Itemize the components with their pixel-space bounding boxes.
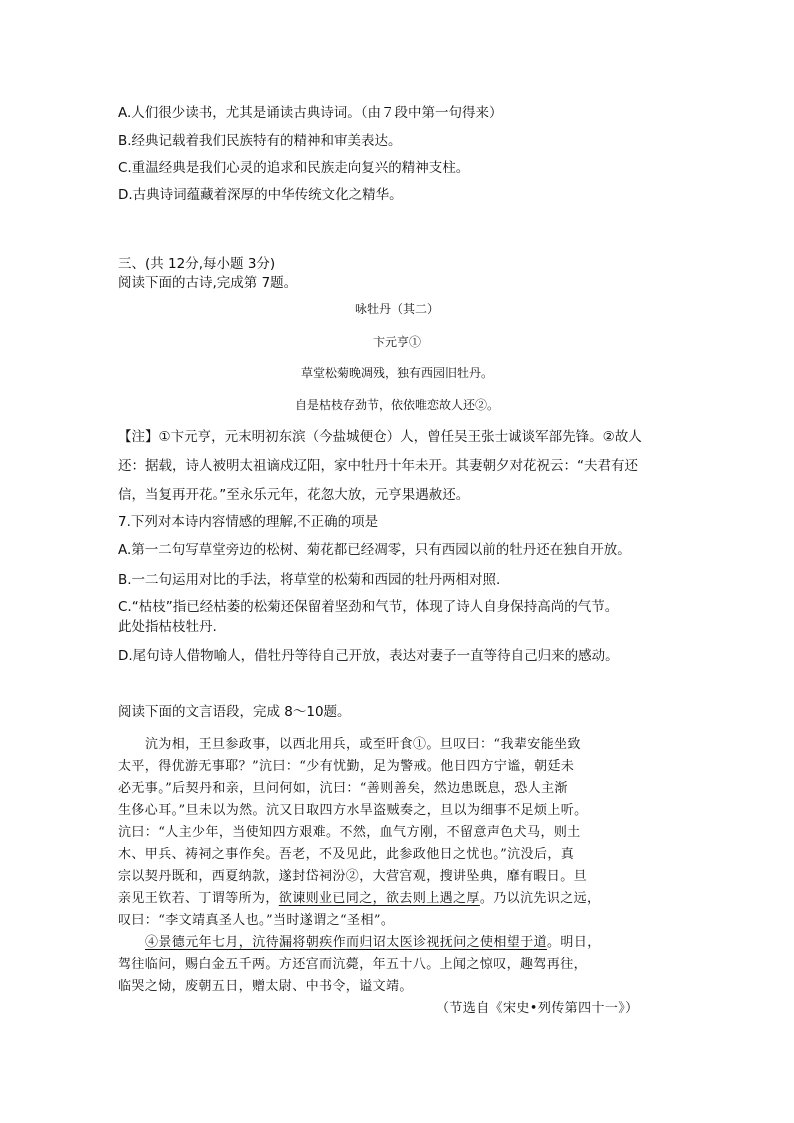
q6-option-a: A.人们很少读书，尤其是诵读古典诗词。（由７段中第一句得来） (118, 105, 503, 121)
classical-line-3: 必无事。”后契丹和亲，旦问何如，沆曰：“善则善矣，然边患既息，恐人主渐 (118, 781, 568, 796)
q7-option-a: A.第一二句写草堂旁边的松树、菊花都已经凋零，只有西园以前的牡丹还在独自开放。 (118, 542, 631, 558)
underlined-sentence: ④景德元年七月，沆待漏将朝疾作而归诏太医诊视抚问之使相望于道 (145, 935, 548, 950)
q7-stem: 7.下列对本诗内容情感的理解,不正确的项是 (118, 514, 379, 530)
q6-option-c: C.重温经典是我们心灵的追求和民族走向复兴的精神支柱。 (118, 160, 470, 176)
classical-line-1: 沆为相，王旦参政事，以西北用兵，或至旰食①。旦叹曰：“我辈安能坐致 (145, 737, 581, 752)
classical-instruction: 阅读下面的文言语段，完成 8～10题。 (118, 704, 351, 720)
classical-line-8-text: 亲见王钦若、丁谓等所为， (118, 891, 279, 906)
q6-option-d: D.古典诗词蕴藏着深厚的中华传统文化之精华。 (118, 187, 403, 203)
classical-line-10 (145, 933, 601, 953)
classical-line-4: 生侈心耳。”旦未以为然。沆又日取四方水旱盗贼奏之，旦以为细事不足烦上听。 (118, 803, 588, 818)
classical-source: （节选自《宋史•列传第四十一》） (436, 1001, 639, 1016)
note-line-2: 还：据载，诗人被明太祖谪戍辽阳，家中牡丹十年未开。其妻朝夕对花祝云：“夫君有还 (118, 458, 638, 474)
classical-line-8-tail: 。乃以沆先识之远， (479, 891, 601, 906)
section-instruction: 阅读下面的古诗,完成第 7题。 (118, 275, 298, 291)
poem-title: 咏牡丹（其二） (354, 302, 439, 316)
q7-option-c-cont: 此处指枯枝牡丹. (118, 619, 217, 635)
classical-line-8 (118, 889, 600, 909)
classical-line-5: 沆曰：“人主少年，当使知四方艰难。不然，血气方刚，不留意声色犬马，则土 (118, 825, 581, 840)
poem-line-2: 自是枯枝存劲节，依依唯恋故人还②。 (294, 398, 499, 412)
poem-author: 卞元亨① (372, 335, 421, 349)
classical-line-6: 木、甲兵、祷祠之事作矣。吾老，不及见此，此参政他日之忧也。”沆没后，真 (118, 847, 575, 862)
classical-line-12: 临哭之恸，废朝五日，赠太尉、中书令，谥文靖。 (118, 979, 413, 994)
poem-line-1: 草堂松菊晚凋残，独有西园旧牡丹。 (300, 366, 493, 380)
q6-option-b: B.经典记载着我们民族特有的精神和审美表达。 (118, 133, 402, 149)
classical-line-11: 驾往临问，赐白金五千两。方还宫而沆薨，年五十八。上闻之惊叹，趣驾再往， (118, 957, 588, 972)
classical-line-2: 太平，得优游无事耶？”沆曰：“少有忧勤，足为警戒。他日四方宁谧，朝廷未 (118, 759, 575, 774)
q7-option-c: C.“枯枝”指已经枯萎的松菊还保留着坚劲和气节，体现了诗人自身保持高尚的气节。 (118, 599, 619, 615)
underlined-phrase: 欲谏则业已同之，欲去则上遇之厚 (278, 891, 480, 906)
section-heading: 三、(共 12分,每小题 3分) (118, 256, 276, 272)
q7-option-d: D.尾句诗人借物喻人，借牡丹等待自己开放，表达对妻子一直等待自己归来的感动。 (118, 648, 619, 664)
classical-line-10-tail: 。明日， (547, 935, 601, 950)
classical-line-9: 叹曰：“李文靖真圣人也。”当时遂谓之“圣相”。 (118, 913, 395, 928)
classical-line-7: 宗以契丹既和，西夏纳款，遂封岱祠汾②，大营宫观，搜讲坠典，靡有暇日。旦 (118, 869, 588, 884)
q7-option-b: B.一二句运用对比的手法，将草堂的松菊和西园的牡丹两相对照. (118, 572, 501, 588)
note-line-1: 【注】①卞元亨，元末明初东滨（今盐城便仓）人，曾任吴王张士诚谈军部先锋。②故人 (118, 429, 642, 445)
note-line-3: 信，当复再开花。”至永乐元年，花忽大放，元亨果遇赦还。 (118, 487, 470, 503)
